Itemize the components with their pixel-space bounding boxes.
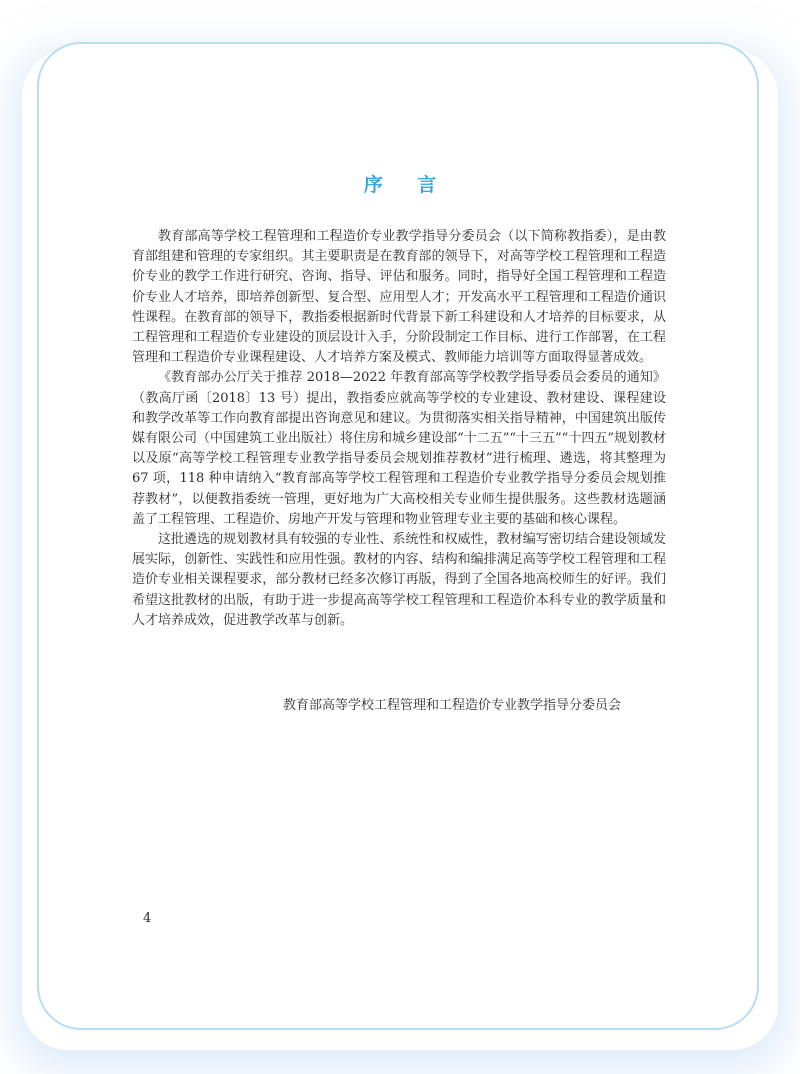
paragraph-2: 《教育部办公厅关于推荐 2018—2022 年教育部高等学校教学指导委员会委员的通知》（教高厅函〔2018〕13 号）提出，教指委应就高等学校的专业建设、教材建设、课程建设和教学改革等工作向教育部提出咨询意见和建议。为贯彻落实相关指导精神，中国建筑出版传媒有限公司（中国建筑工业出版社）将住房和城乡建设部“十二五”“十三五”“十四五”规划教材以及原“高等学校工程管理专业教学指导委员会规划推荐教材”进行梳理、遴选，将其整理为 67 项，118 种申请纳入“教育部高等学校工程管理和工程造价专业教学指导分委员会规划推荐教材”，以便教指委统一管理，更好地为广大高校相关专业师生提供服务。这些教材选题涵盖了工程管理、工程造价、房地产开发与管理和物业管理专业主要的基础和核心课程。 — [132, 370, 666, 527]
paragraph-3: 这批遴选的规划教材具有较强的专业性、系统性和权威性，教材编写密切结合建设领域发展实际，创新性、实践性和应用性强。教材的内容、结构和编排满足高等学校工程管理和工程造价专业相关课程要求，部分教材已经多次修订再版，得到了全国各地高校师生的好评。我们希望这批教材的出版，有助于进一步提高高等学校工程管理和工程造价本科专业的教学质量和人才培养成效，促进教学改革与创新。 — [132, 532, 666, 628]
preface-title: 序 言 — [363, 174, 451, 196]
paragraph-1: 教育部高等学校工程管理和工程造价专业教学指导分委员会（以下简称教指委），是由教育部组建和管理的专家组织。其主要职责是在教育部的领导下，对高等学校工程管理和工程造价专业的教学工作进行研究、咨询、指导、评估和服务。同时，指导好全国工程管理和工程造价专业人才培养，即培养创新型、复合型、应用型人才；开发高水平工程管理和工程造价通识性课程。在教育部的领导下，教指委根据新时代背景下新工科建设和人才培养的目标要求，从工程管理和工程造价专业建设的顶层设计入手，分阶段制定工作目标、进行工作部署，在工程管理和工程造价专业课程建设、人才培养方案及模式、教师能力培训等方面取得显著成效。 — [132, 229, 666, 366]
signature: 教育部高等学校工程管理和工程造价专业教学指导分委员会 — [283, 698, 622, 713]
preface-body — [132, 227, 666, 631]
page-number: 4 — [143, 911, 152, 926]
